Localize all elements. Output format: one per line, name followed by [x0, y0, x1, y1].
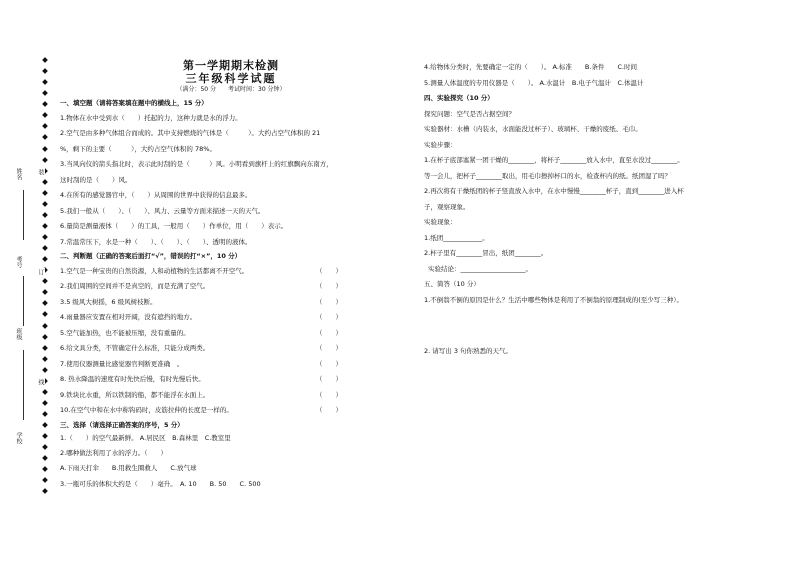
binding-dot: [42, 389, 48, 395]
choice-line: 4.给物体分类时，先要确定一定的（ ）。 A.标准 B.条件 C.时间: [424, 63, 638, 71]
question-line: 2.空气是由多种气体组合而成的。其中支持燃烧的气体是（ ）。大约占空气体积的 21: [60, 129, 321, 137]
answer-paren: （ ）: [316, 313, 342, 321]
answer-paren: （ ）: [316, 390, 342, 399]
judge-item: [60, 279, 402, 295]
binding-dot: [42, 334, 48, 340]
judge-item: [60, 357, 402, 373]
binding-dot: [42, 444, 48, 450]
exam-info: （满分：50 分 考试时间：30 分钟）: [176, 86, 286, 93]
step-line: 2.再次将有干燥纸团的杯子竖直放入水中，在水中慢慢________杯子，直到________进入杯: [424, 187, 684, 195]
binding-dot: [42, 223, 48, 229]
answer-paren: （ ）: [316, 406, 342, 414]
binding-dot: [42, 356, 48, 362]
binding-label-class: 班级: [15, 328, 22, 340]
binding-margin: [0, 0, 60, 562]
right-column: [424, 60, 764, 360]
judge-item: [60, 264, 402, 280]
binding-dot: [42, 135, 48, 141]
binding-dot: [42, 212, 48, 218]
binding-dot: [42, 345, 48, 351]
binding-dot: [42, 146, 48, 152]
binding-dot: [42, 201, 48, 207]
question-line: 这时刮的是（ ）风。: [60, 175, 132, 184]
binding-line: [23, 276, 24, 326]
judge-item: [60, 372, 402, 388]
question-line: 3.当风向仪的箭头指北时，表示此时刮的是（ ）风。小明看到旗杆上的红旗飘向东南方，: [60, 160, 333, 168]
binding-dot: [42, 179, 48, 185]
binding-dot: [42, 466, 48, 472]
answer-paren: （ ）: [316, 328, 342, 337]
binding-dot: [42, 312, 48, 318]
binding-line: [23, 190, 24, 240]
question-line: %，剩下的主要（ ），大约占空气体积的 78%。: [60, 144, 216, 153]
binding-dot: [42, 68, 48, 74]
binding-dot: [42, 57, 48, 63]
question-line: 5.我们一般从（ ）、（ ）、风力、云量等方面来描述一天的天气。: [60, 206, 265, 215]
binding-dot: [42, 112, 48, 118]
judge-text: 7.使用仪器测量比感觉器官判断更准确 。: [60, 359, 184, 368]
exam-title: 第一学期期末检测: [183, 59, 279, 72]
probe-question: 探究问题：空气是否占据空间？: [424, 109, 515, 118]
binding-mark-xian: 线: [37, 379, 44, 385]
binding-dot: [42, 124, 48, 130]
binding-dot: [42, 323, 48, 329]
judge-text: 1.空气是一种宝贵的自然资源，人和动植物的生活都离不开空气。: [60, 266, 249, 275]
binding-label-number: 考号: [15, 256, 22, 268]
judge-text: 9.铁块比水重，所以铁制的船，都不能浮在水面上。: [60, 390, 210, 399]
answer-paren: （ ）: [316, 282, 342, 290]
binding-dots: [41, 58, 49, 494]
binding-dot: [42, 234, 48, 240]
phenomenon-line: 1.纸团____________。: [424, 233, 489, 242]
section-short-answer: 五、简答（10 分）: [424, 280, 480, 288]
short-answer-2: 2. 请写出 3 句你熟悉的天气。: [424, 347, 513, 355]
judge-item: [60, 403, 402, 419]
judge-text: 5.空气能加热，也不能被压缩，没有重量的。: [60, 328, 190, 337]
binding-line: [23, 350, 24, 420]
exam-subtitle: 三年级科学试题: [185, 72, 277, 85]
binding-dot: [42, 190, 48, 196]
binding-label-school: 学校: [15, 432, 22, 444]
choice-line: 2.哪种做法利用了水的浮力。（ ）: [60, 448, 167, 457]
answer-paren: （ ）: [316, 297, 342, 306]
section-experiment: 四、实验探究（10 分）: [424, 94, 494, 102]
binding-dot: [42, 422, 48, 428]
binding-dot: [42, 278, 48, 284]
materials: 实验器材：水槽（内装水，水面能没过杯子）、玻璃杯、干燥的废纸、毛巾。: [424, 125, 642, 133]
section-choice: 三、选择（请选择正确答案的序号，5 分）: [60, 420, 184, 429]
step-line: 等一会儿，把杯子________取出，用毛巾擦掉杯口的水，检查杯内的纸。纸团湿了吗？: [424, 171, 671, 180]
judge-item: [60, 295, 402, 311]
binding-dot: [42, 478, 48, 484]
binding-dot: [42, 289, 48, 295]
binding-dot: [42, 489, 48, 495]
answer-paren: （ ）: [316, 266, 342, 275]
choice-line: 1.（ ）的空气最新鲜。 A.居民区 B.森林里 C.教室里: [60, 434, 231, 442]
binding-dot: [42, 157, 48, 163]
left-column: [60, 56, 402, 492]
judge-item: [60, 341, 402, 357]
judge-text: 4.雨量器应安置在相对开阔，没有遮挡的地方。: [60, 313, 197, 321]
phenomenon-title: 实验现象：: [424, 218, 457, 226]
binding-dot: [42, 367, 48, 373]
steps-title: 实验步骤：: [424, 140, 457, 149]
binding-mark-ding: 订: [37, 269, 44, 275]
question-line: 4.在所有的感觉器官中，（ ）从周围的世界中获得的信息最多。: [60, 191, 252, 199]
judge-text: 3.5 级风大树摇，6 级风树枝断。: [60, 297, 157, 306]
step-line: 子，观察现象。: [424, 202, 470, 211]
answer-paren: （ ）: [316, 359, 342, 368]
binding-dot: [42, 301, 48, 307]
answer-space: [424, 308, 764, 344]
choice-line: 5.测量人体温度的专用仪器是（ ）。 A.水温计 B.电子气温计 C.体温计: [424, 78, 644, 87]
question-line: 1.物体在水中受到水（ ）托起的力，这种力就是水的浮力。: [60, 113, 242, 122]
binding-dot: [42, 411, 48, 417]
binding-label-name: 姓名: [15, 168, 22, 180]
binding-mark-zhuang: 装: [37, 169, 44, 175]
question-line: 6.量筒是测量液体（ ）的工具，一般用（ ）作单位，用（ ）表示。: [60, 222, 288, 230]
binding-dot: [42, 101, 48, 107]
question-line: 7.常温常压下，水是一种（ ）、（ ）、（ ）、透明的液体。: [60, 237, 252, 246]
answer-paren: （ ）: [316, 344, 342, 352]
binding-dot: [42, 256, 48, 262]
step-line: 1.在杯子底部塞紧一团干燥的________，将杯子________放入水中，直至水没过________。: [424, 156, 684, 164]
binding-dot: [42, 433, 48, 439]
judge-text: 2.我们周围的空间并不是真空的，而是充满了空气。: [60, 282, 210, 290]
short-answer-1: 1.不倒翁不倒的原因是什么？生活中哪些物体是利用了不倒翁的原理制成的(至少写三种）。: [424, 295, 683, 304]
section-fill-blank: 一、填空题（请将答案填在题中的横线上，15 分）: [60, 99, 208, 107]
phenomenon-line: 2.杯子里有________冒出，纸团________。: [424, 249, 548, 257]
binding-dot: [42, 79, 48, 85]
binding-dot: [42, 400, 48, 406]
binding-dot: [42, 90, 48, 96]
choice-line: 3.一瓶可乐的体积大约是（ ）毫升。 A. 10 B. 50 C. 500: [60, 479, 261, 488]
judge-item: [60, 326, 402, 342]
judge-item: [60, 310, 402, 326]
judge-item: [60, 388, 402, 404]
judge-text: 10.在空气中和在水中称钩码时，皮筋拉伸的长度是一样的。: [60, 406, 233, 414]
conclusion: 实验结论：____________________。: [428, 264, 532, 273]
section-judge: 二、判断题（正确的答案后面打“√”，错误的打“×”，10 分）: [60, 252, 242, 260]
binding-dot: [42, 245, 48, 251]
choice-line: A.下雨天打伞 B.用救生圈救人 C.放气球: [60, 464, 197, 472]
judge-text: 6.给文具分类，不管确定什么标准，只能分成两类。: [60, 344, 210, 352]
answer-paren: （ ）: [316, 375, 342, 383]
judge-text: 8. 热水降温的速度有时先快后慢，有时先慢后快。: [60, 375, 205, 383]
binding-dot: [42, 455, 48, 461]
